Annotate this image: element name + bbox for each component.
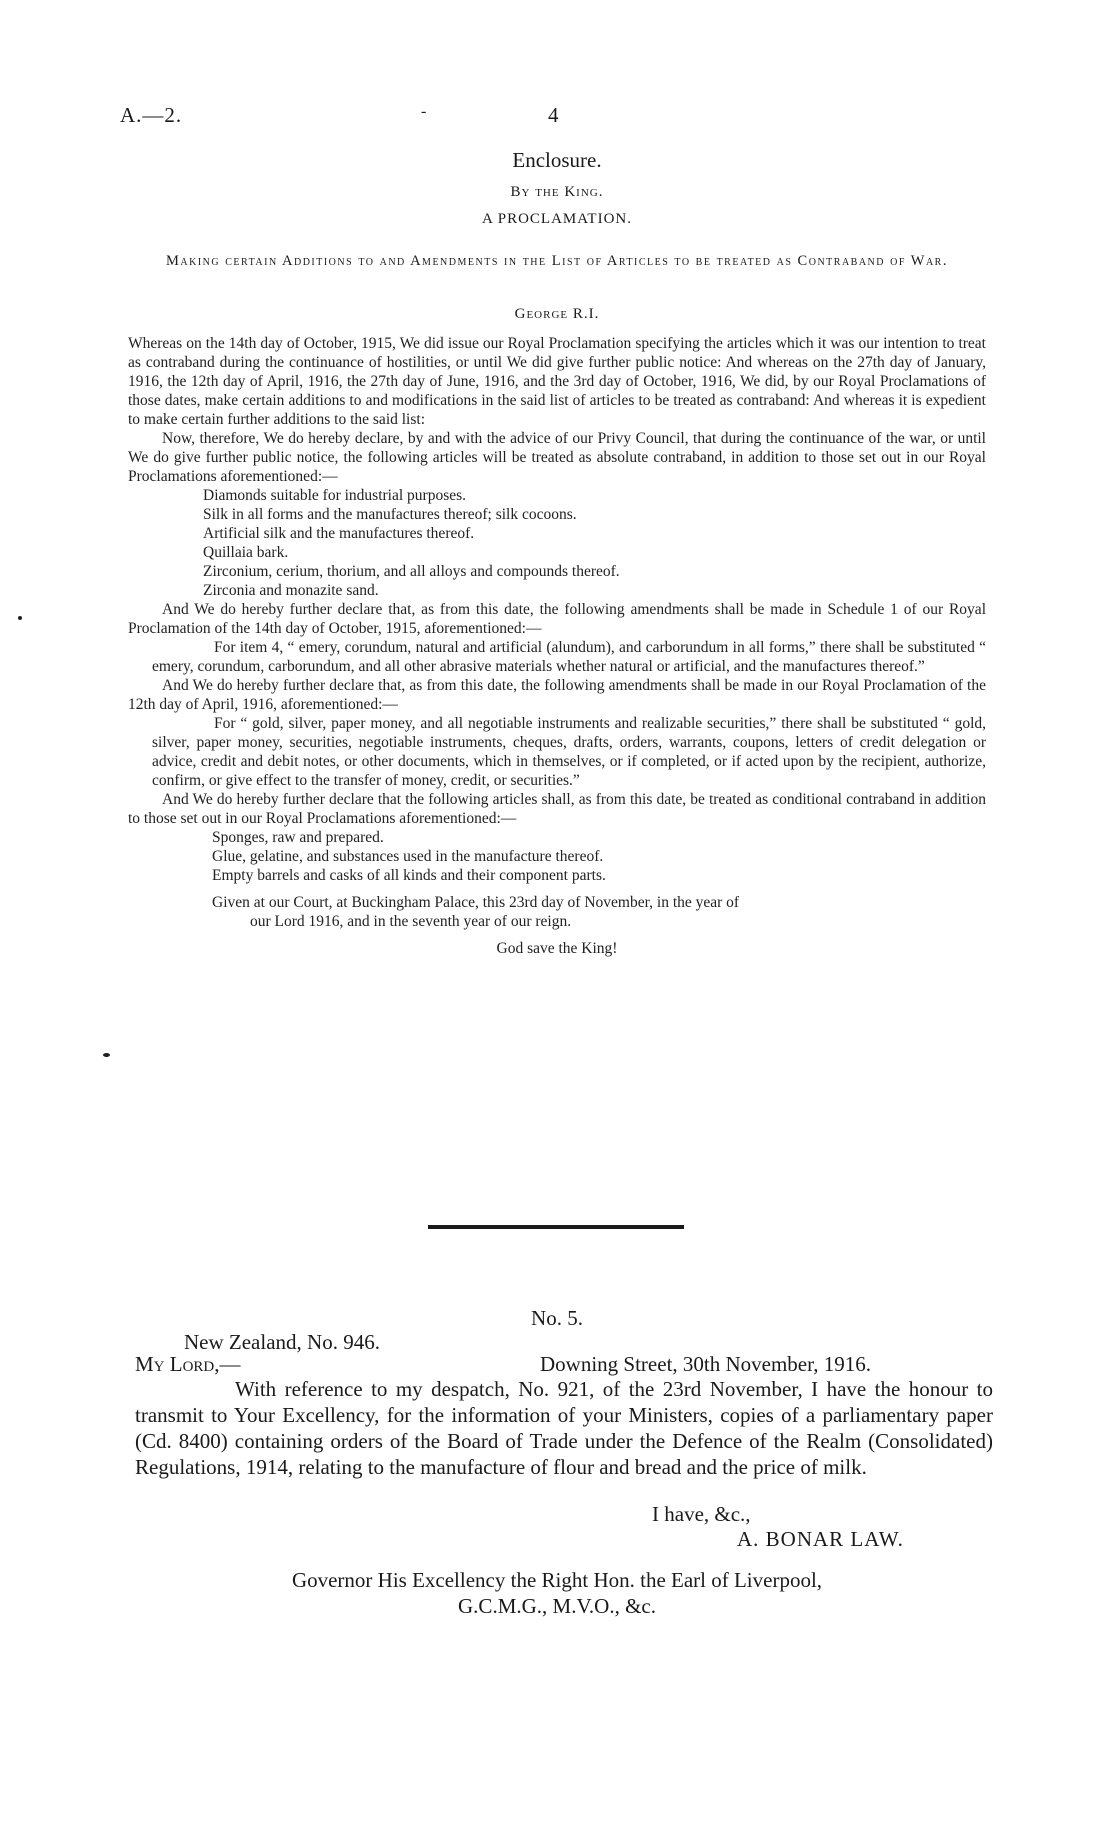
given-line-2: our Lord 1916, and in the seventh year of our reign. (250, 913, 572, 930)
proclamation-body (128, 334, 986, 958)
list-item: Zirconium, cerium, thorium, and all alloys and compounds thereof. (203, 563, 620, 580)
page-number: 4 (548, 103, 559, 127)
letter-number: No. 5. (531, 1306, 583, 1330)
scan-speck (103, 1053, 110, 1057)
conditional-contraband-list (128, 828, 986, 885)
proclamation-caption: Making certain Additions to and Amendments in the List of Articles to be treated as Contraband of War. (166, 253, 948, 269)
now-therefore-paragraph: Now, therefore, We do hereby declare, by and with the advice of our Privy Council, that during the continuance of the war, or until We do give further public notice, the following articles will be treated as absolute contraband, in addition to those set out in our Royal Proclamations aforementioned:— (128, 430, 986, 485)
list-item: Silk in all forms and the manufactures thereof; silk cocoons. (203, 506, 577, 523)
conditional-contraband-intro: And We do hereby further declare that the following articles shall, as from this date, be treated as conditional contraband in addition to those set out in our Royal Proclamations aforementioned:— (128, 791, 986, 827)
section-divider (428, 1225, 684, 1229)
salutation: My Lord,— (135, 1352, 241, 1376)
paper-reference: A.—2. (120, 103, 183, 127)
amendment-2-intro: And We do hereby further declare that, as from this date, the following amendments shall be made in our Royal Proclamation of the 12th day of April, 1916, aforementioned:— (128, 677, 986, 713)
scan-speck (18, 616, 22, 620)
list-item: Empty barrels and casks of all kinds and their component parts. (212, 867, 606, 884)
list-item: Artificial silk and the manufactures thereof. (203, 525, 475, 542)
letter-paragraph: With reference to my despatch, No. 921, of the 23rd November, I have the honour to transmit to Your Excellency, for the information of your Ministers, copies of a parliamentary paper (Cd. 8400) containing orders of the Board of Trade under the Defence of the Realm (Consolidated) Regulations, 1914, relating to the manufacture of flour and bread and the price of milk. (135, 1377, 993, 1479)
list-item: Zirconia and monazite sand. (203, 582, 379, 599)
list-item: Sponges, raw and prepared. (212, 829, 384, 846)
by-the-king: By the King. (510, 184, 604, 200)
list-item: Glue, gelatine, and substances used in the manufacture thereof. (212, 848, 604, 865)
royal-signatory: George R.I. (514, 306, 600, 322)
signature: A. BONAR LAW. (737, 1527, 904, 1551)
list-item: Quillaia bark. (203, 544, 289, 561)
list-item: Diamonds suitable for industrial purposes. (203, 487, 467, 504)
whereas-paragraph: Whereas on the 14th day of October, 1915, We did issue our Royal Proclamation specifying the articles which it was our intention to treat as contraband during the continuance of hostilities, or until We did give further public notice: And whereas on the 27th day of January, 1916, the 12th day of April, 1916, the 27th day of June, 1916, and the 3rd day of October, 1916, We did, by our Royal Proclamations of those dates, make certain additions to and modifications in the said list of articles to be treated as contraband: And whereas it is expedient to make certain further additions to the said list: (128, 335, 986, 428)
header-dash: - (421, 103, 427, 120)
given-line-1: Given at our Court, at Buckingham Palace, this 23rd day of November, in the year of (212, 894, 740, 911)
addressee-line-2: G.C.M.G., M.V.O., &c. (458, 1594, 656, 1618)
absolute-contraband-list (128, 486, 986, 600)
proclamation-heading: A PROCLAMATION. (481, 211, 632, 227)
god-save-the-king: God save the King! (496, 940, 618, 957)
closing: I have, &c., (652, 1502, 751, 1526)
colony-reference: New Zealand, No. 946. (184, 1330, 380, 1354)
place-and-date: Downing Street, 30th November, 1916. (540, 1352, 872, 1376)
amendment-2-text: For “ gold, silver, paper money, and all negotiable instruments and realizable securities,” there shall be substituted “ gold, silver, paper money, securities, negotiable instruments, cheques, drafts, orders, warrants, coupons, letters of credit delegation or advice, credit and debit notes, or other documents, which in themselves, or if completed, or if acted upon by the recipient, authorize, confirm, or give effect to the transfer of money, credit, or securities.” (152, 715, 986, 789)
enclosure-title: Enclosure. (512, 148, 602, 172)
addressee-line-1: Governor His Excellency the Right Hon. the Earl of Liverpool, (291, 1568, 823, 1592)
given-at-court (212, 893, 986, 931)
amendment-1-text: For item 4, “ emery, corundum, natural and artificial (alundum), and carborundum in all forms,” there shall be substituted “ emery, corundum, carborundum, and all other abrasive materials whether natural or artificial, and the manufactures thereof.” (152, 639, 986, 675)
amendment-1-intro: And We do hereby further declare that, as from this date, the following amendments shall be made in Schedule 1 of our Royal Proclamation of the 14th day of October, 1915, aforementioned:— (128, 601, 986, 637)
letter-body (135, 1376, 993, 1480)
